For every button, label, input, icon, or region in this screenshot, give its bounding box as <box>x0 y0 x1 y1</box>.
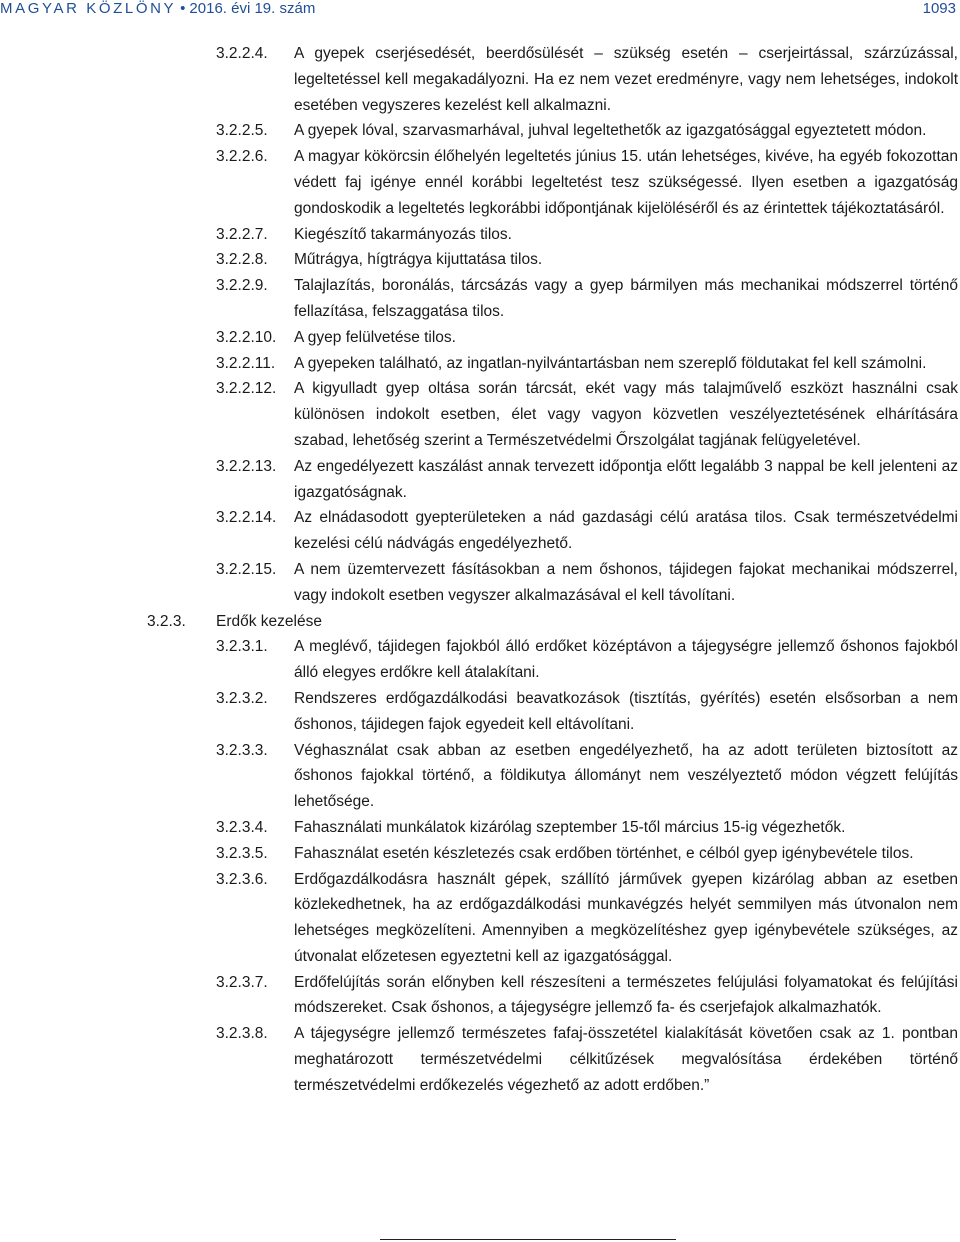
item-text: Az engedélyezett kaszálást annak tervezett időpontja előtt legalább 3 nappal be kell jelenteni az igazgatóságnak. <box>294 457 958 501</box>
list-item <box>0 118 960 144</box>
item-number: 3.2.2.15. <box>216 560 277 578</box>
page-number: 1093 <box>922 0 956 17</box>
item-number: 3.2.2.4. <box>216 45 268 62</box>
item-text: Kiegészítő takarmányozás tilos. <box>294 225 512 243</box>
item-number: 3.2.2.12. <box>216 380 277 398</box>
list-item <box>0 867 960 970</box>
page-header <box>0 0 960 22</box>
item-number: 3.2.2.14. <box>216 509 277 527</box>
item-text: Talajlazítás, boronálás, tárcsázás vagy a gyep bármilyen más mechanikai módszerrel történő fellazítása, felszaggatása tilos. <box>294 277 958 320</box>
item-text: Fahasználat esetén készletezés csak erdőben történhet, e célból gyep igénybevétele tilos. <box>294 844 914 862</box>
item-text: Rendszeres erdőgazdálkodási beavatkozások (tisztítás, gyérítés) esetén elsősorban a nem őshonos, tájidegen fajok egyedeit kell eltávolítani. <box>294 689 958 733</box>
document-body <box>0 41 960 1099</box>
header-separator: • <box>180 0 186 17</box>
list-item <box>0 1021 960 1098</box>
list-item <box>0 351 960 377</box>
item-text: A tájegységre jellemző természetes fafaj-összetétel kialakítását követően csak az 1. pontban meghatározott természetvédelmi célkitűzések megvalósítása érdekében történő természetvédelmi erdőkezelés végezhető az adott erdőben.” <box>294 1025 958 1094</box>
item-number: 3.2.2.8. <box>216 251 268 269</box>
list-item <box>0 686 960 738</box>
item-text: A magyar kökörcsin élőhelyén legeltetés június 15. után lehetséges, kivéve, ha egyéb fokozottan védett faj igénye ennél korábbi legeltetést tesz szükségessé. Ilyen esetben a igazgatóság gondoskodik a legeltetés legkorábbi időpontjának kijelöléséről és az érintettek tájékoztatásáról. <box>294 148 958 217</box>
item-number: 3.2.3.4. <box>216 818 268 836</box>
item-number: 3.2.2.5. <box>216 122 268 140</box>
list-item <box>0 376 960 453</box>
item-number: 3.2.3.8. <box>216 1025 268 1043</box>
item-text: Műtrágya, hígtrágya kijuttatása tilos. <box>294 251 543 269</box>
list-item <box>0 505 960 557</box>
list-item <box>0 738 960 815</box>
item-number: 3.2.2.10. <box>216 328 277 346</box>
item-text: Erdőfelújítás során előnyben kell részesíteni a természetes felújulási folyamatokat és felújítási módszereket. Csak őshonos, a tájegységre jellemző fa- és cserjefajok alkalmazhatók. <box>294 973 958 1017</box>
item-number: 3.2.3.5. <box>216 844 268 862</box>
item-text: Erdőgazdálkodásra használt gépek, szállító járművek gyepen kizárólag abban az esetben közlekedhetnek, ha az erdőgazdálkodási munkavégzés helyét semmilyen más útvonalon nem lehetséges megközelíteni. Amennyiben a megközelítéshez gyep igénybevétele szükséges, az útvonalat előzetesen egyeztetni kell az igazgatósággal. <box>294 870 958 965</box>
item-text: A nem üzemtervezett fásításokban a nem őshonos, tájidegen fajokat mechanikai módszerrel, vagy indokolt esetben vegyszer alkalmazásával el kell távolítani. <box>294 560 958 604</box>
publication-header <box>0 0 315 17</box>
item-text: A gyepeken található, az ingatlan-nyilvántartásban nem szereplő földutakat fel kell számolni. <box>294 354 927 372</box>
list-item <box>0 247 960 273</box>
list-item <box>0 454 960 506</box>
item-number: 3.2.2.7. <box>216 225 268 243</box>
item-number: 3.2.3.3. <box>216 741 268 759</box>
item-number: 3.2.3. <box>147 612 186 630</box>
item-text: A kigyulladt gyep oltása során tárcsát, ekét vagy más talajművelő eszközt használni csak különösen indokolt esetben, élet vagy vagyon közvetlen veszélyeztetésének elhárítására szabad, lehetőség szerint a Természetvédelmi Őrszolgálat tagjának felügyeletével. <box>294 380 958 449</box>
list-item <box>0 273 960 325</box>
list-item <box>0 815 960 841</box>
item-number: 3.2.3.6. <box>216 870 268 888</box>
list-item <box>0 325 960 351</box>
item-text: A gyep felülvetése tilos. <box>294 328 456 346</box>
item-number: 3.2.2.6. <box>216 148 268 166</box>
item-number: 3.2.2.13. <box>216 457 277 475</box>
item-text: Az elnádasodott gyepterületeken a nád gazdasági célú aratása tilos. Csak természetvédelmi kezelési célú nádvágás engedélyezhető. <box>294 509 958 553</box>
list-item <box>0 222 960 248</box>
list-item <box>0 557 960 609</box>
item-number: 3.2.3.1. <box>216 638 268 656</box>
list-item <box>0 41 960 118</box>
list-item <box>0 841 960 867</box>
item-text: Véghasználat csak abban az esetben engedélyezhető, ha az adott területen biztosított az őshonos fajokkal történő, a földikutya állományt nem veszélyeztető módon végzett felújítás lehetősége. <box>294 741 958 811</box>
item-number: 3.2.3.2. <box>216 689 268 707</box>
issue-date: 2016. évi 19. szám <box>189 0 316 17</box>
section-heading-item <box>0 609 960 635</box>
section-heading-text: Erdők kezelése <box>216 612 322 630</box>
footer-divider <box>380 1239 676 1240</box>
item-text: A gyepek cserjésedését, beerdősülését – szükség esetén – cserjeirtással, szárzúzással, legeltetéssel kell megakadályozni. Ha ez nem vezet eredményre, vagy nem lehetséges, indokolt esetében vegyszeres kezelést kell alkalmazni. <box>294 45 958 114</box>
publication-title: MAGYAR KÖZLÖNY <box>0 0 177 17</box>
item-text: A gyepek lóval, szarvasmarhával, juhval legeltethetők az igazgatósággal egyeztetett módon. <box>294 122 927 140</box>
item-number: 3.2.2.11. <box>216 354 276 372</box>
item-text: A meglévő, tájidegen fajokból álló erdőket középtávon a tájegységre jellemző őshonos fajokból álló elegyes erdőkre kell átalakítani. <box>294 638 958 682</box>
item-number: 3.2.2.9. <box>216 277 268 295</box>
item-text: Fahasználati munkálatok kizárólag szeptember 15-től március 15-ig végezhetők. <box>294 818 846 836</box>
list-item <box>0 970 960 1022</box>
list-item <box>0 634 960 686</box>
item-number: 3.2.3.7. <box>216 973 268 991</box>
list-item <box>0 144 960 221</box>
